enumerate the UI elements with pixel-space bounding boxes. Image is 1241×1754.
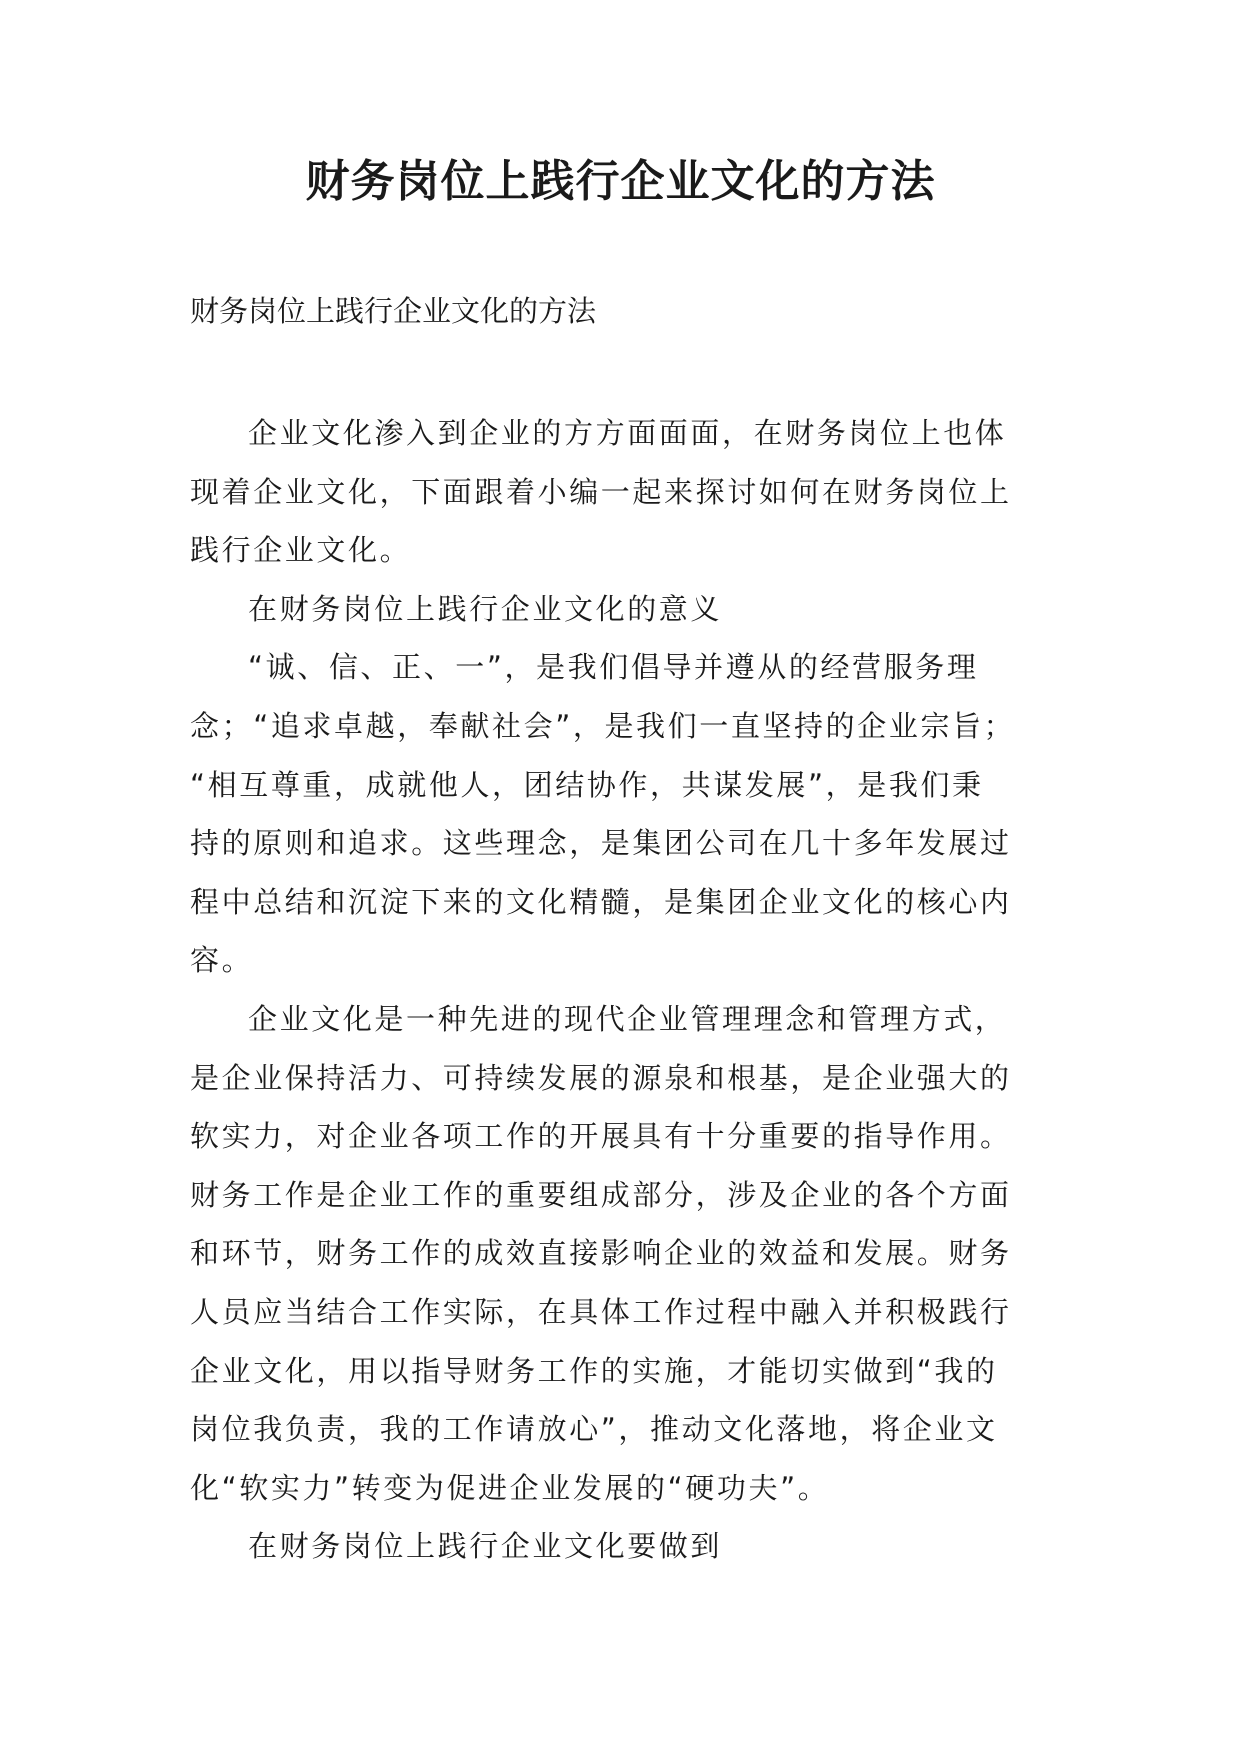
paragraph-line: 践行企业文化。 [190,533,412,568]
paragraph-line: 企业文化是一种先进的现代企业管理理念和管理方式， [248,1001,1007,1036]
paragraph-line: 人员应当结合工作实际，在具体工作过程中融入并积极践行 [190,1294,1012,1329]
paragraph-line: 和环节，财务工作的成效直接影响企业的效益和发展。财务 [190,1236,1012,1271]
paragraph-line: 化“软实力”转变为促进企业发展的“硬功夫”。 [190,1470,830,1505]
paragraph-line: 财务工作是企业工作的重要组成部分，涉及企业的各个方面 [190,1177,1012,1212]
culture-paragraph [190,990,1050,1517]
document-body [190,404,1050,1576]
document-title: 财务岗位上践行企业文化的方法 [305,156,936,207]
paragraph-line: 容。 [190,943,254,978]
paragraph-line: 岗位我负责，我的工作请放心”，推动文化落地，将企业文 [190,1412,998,1447]
paragraph-line: 程中总结和沉淀下来的文化精髓，是集团企业文化的核心内 [190,884,1012,919]
paragraph-line: 软实力，对企业各项工作的开展具有十分重要的指导作用。 [190,1119,1012,1154]
paragraph-line: “诚、信、正、一”，是我们倡导并遵从的经营服务理 [248,650,979,685]
values-paragraph [190,638,1050,990]
paragraph-line: 持的原则和追求。这些理念，是集团公司在几十多年发展过 [190,826,1012,861]
paragraph-line: 企业文化，用以指导财务工作的实施，才能切实做到“我的 [190,1353,998,1388]
paragraph-line: 企业文化渗入到企业的方方面面面，在财务岗位上也体 [248,416,1007,450]
section-heading-requirements: 在财务岗位上践行企业文化要做到 [248,1529,723,1564]
paragraph-line: “相互尊重，成就他人，团结协作，共谋发展”，是我们秉 [190,767,984,802]
document-subtitle: 财务岗位上践行企业文化的方法 [190,294,597,328]
intro-paragraph [190,404,1050,580]
paragraph-line: 现着企业文化，下面跟着小编一起来探讨如何在财务岗位上 [190,474,1012,509]
section-heading-meaning: 在财务岗位上践行企业文化的意义 [248,591,723,626]
paragraph-line: 是企业保持活力、可持续发展的源泉和根基，是企业强大的 [190,1060,1012,1095]
paragraph-line: 念；“追求卓越，奉献社会”，是我们一直坚持的企业宗旨； [190,708,1016,743]
